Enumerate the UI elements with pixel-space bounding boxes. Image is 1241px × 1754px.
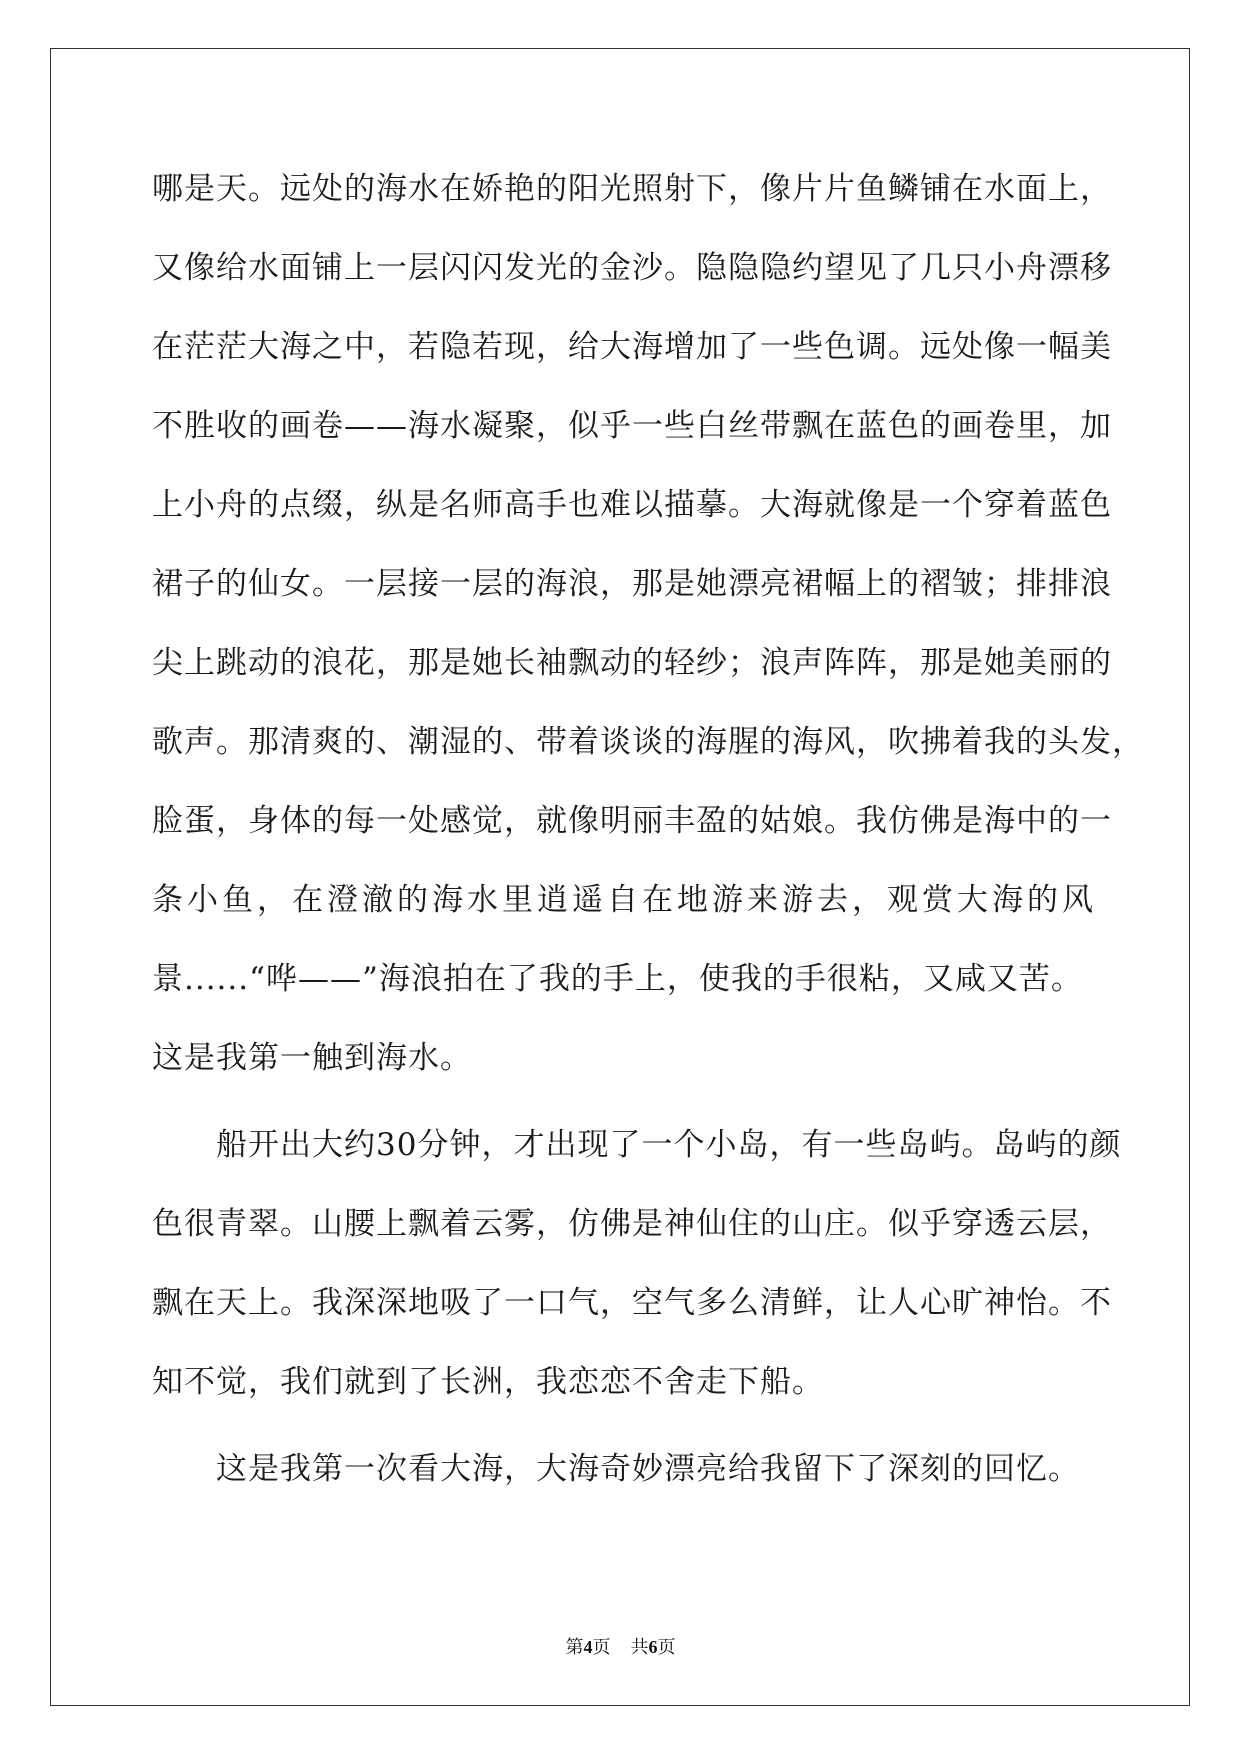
text-line: 裙子的仙女。一层接一层的海浪，那是她漂亮裙幅上的褶皱；排排浪: [152, 566, 1112, 602]
text-line: 这是我第一触到海水。: [152, 1040, 472, 1076]
document-body: [152, 150, 1144, 1509]
page-footer: [0, 1633, 1241, 1659]
text-line: 色很青翠。山腰上飘着云雾，仿佛是神仙住的山庄。似乎穿透云层，: [152, 1206, 1112, 1242]
text-line: 尖上跳动的浪花，那是她长袖飘动的轻纱；浪声阵阵，那是她美丽的: [152, 645, 1112, 681]
paragraph-start-line: 船开出大约30分钟，才出现了一个小岛，有一些岛屿。岛屿的颜: [152, 1127, 1122, 1163]
text-line: 景......“哗——”海浪拍在了我的手上，使我的手很粘，又咸又苦。: [152, 961, 1083, 997]
footer-total-suffix: 页: [657, 1637, 676, 1657]
text-line: 飘在天上。我深深地吸了一口气，空气多么清鲜，让人心旷神怡。不: [152, 1285, 1112, 1321]
footer-prefix: 第: [565, 1637, 584, 1657]
text-line: 又像给水面铺上一层闪闪发光的金沙。隐隐隐约望见了几只小舟漂移: [152, 250, 1112, 286]
text-line: 脸蛋，身体的每一处感觉，就像明丽丰盈的姑娘。我仿佛是海中的一: [152, 803, 1112, 839]
text-line: 歌声。那清爽的、潮湿的、带着谈谈的海腥的海风，吹拂着我的头发，: [152, 724, 1144, 760]
text-line: 条小鱼，在澄澈的海水里逍遥自在地游来游去，观赏大海的风: [152, 882, 1097, 918]
text-line: 在茫茫大海之中，若隐若现，给大海增加了一些色调。远处像一幅美: [152, 329, 1112, 365]
text-line: 哪是天。远处的海水在娇艳的阳光照射下，像片片鱼鳞铺在水面上，: [152, 171, 1112, 207]
text-line: 上小舟的点缀，纵是名师高手也难以描摹。大海就像是一个穿着蓝色: [152, 487, 1112, 523]
footer-total-prefix: 共: [630, 1637, 649, 1657]
footer-page-suffix: 页: [592, 1637, 611, 1657]
total-page-count: 6: [648, 1637, 658, 1657]
current-page-number: 4: [583, 1637, 593, 1657]
paragraph-start-line: 这是我第一次看大海，大海奇妙漂亮给我留下了深刻的回忆。: [152, 1451, 1080, 1487]
text-line: 不胜收的画卷——海水凝聚，似乎一些白丝带飘在蓝色的画卷里，加: [152, 408, 1112, 444]
text-line: 知不觉，我们就到了长洲，我恋恋不舍走下船。: [152, 1364, 824, 1400]
